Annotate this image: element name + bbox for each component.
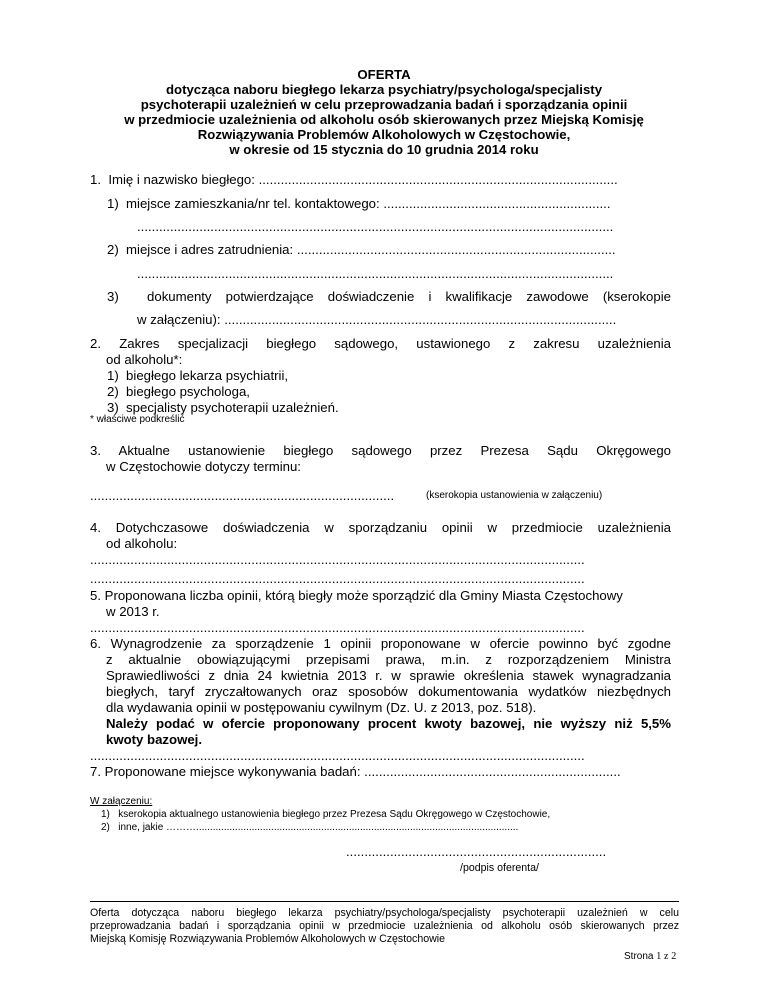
page-total: 2 bbox=[671, 951, 677, 962]
section-4-line-2: od alkoholu: bbox=[106, 536, 178, 551]
section-5-dots: ....................................................................................................................................... bbox=[90, 620, 585, 635]
section-1-heading: 1. Imię i nazwisko biegłego: .................................................................................................. bbox=[90, 172, 618, 187]
section-3-line-1: 3. Aktualne ustanowienie biegłego sądowego przez Prezesa Sądu Okręgowego bbox=[90, 443, 671, 458]
section-1-item-2: 2) miejsce i adres zatrudnienia: ....................................................................................... bbox=[107, 242, 616, 257]
section-1-item-3-cont: w załączeniu): ........................................................................................................... bbox=[137, 312, 617, 327]
section-6-dots: ....................................................................................................................................... bbox=[90, 748, 585, 763]
section-4-dots-1: ....................................................................................................................................... bbox=[90, 552, 585, 567]
section-2-footnote: * właściwe podkreślić bbox=[90, 414, 185, 425]
document-title: OFERTA bbox=[357, 67, 411, 82]
section-2-line-2: od alkoholu*: bbox=[106, 352, 183, 367]
section-6-bold-line-1: Należy podać w ofercie proponowany procent kwoty bazowej, nie wyższy niż 5,5% bbox=[106, 716, 671, 731]
signature-line: ....................................................................... bbox=[346, 844, 607, 859]
header-line-3: w przedmiocie uzależnienia od alkoholu osób skierowanych przez Miejską Komisję bbox=[124, 112, 644, 127]
attachment-item-2: 2) inne, jakie ……….................................................................................................................... bbox=[101, 822, 519, 833]
section-1-item-1: 1) miejsce zamieszkania/nr tel. kontaktowego: .............................................................. bbox=[107, 196, 611, 211]
page-label: Strona bbox=[624, 951, 654, 962]
section-1-item-2-line: .................................................................................................................................. bbox=[137, 266, 614, 281]
section-1-item-3: 3) dokumenty potwierdzające doświadczenie i kwalifikacje zawodowe (kserokopie bbox=[107, 289, 671, 304]
section-5-line-1: 5. Proponowana liczba opinii, którą biegły może sporządzić dla Gminy Miasta Częstochowy bbox=[90, 588, 623, 603]
attachments-heading: W załączeniu: bbox=[90, 796, 153, 807]
section-6-line-5: dla wydawania opinii w postępowaniu cywilnym (Dz. U. z 2013, poz. 518). bbox=[106, 700, 537, 715]
section-4-line-1: 4. Dotychczasowe doświadczenia w sporządzaniu opinii w przedmiocie uzależnienia bbox=[90, 520, 671, 535]
signature-label: /podpis oferenta/ bbox=[460, 862, 539, 874]
section-3-line-2: w Częstochowie dotyczy terminu: bbox=[106, 459, 301, 474]
footer-line-3: Miejską Komisję Rozwiązywania Problemów Alkoholowych w Częstochowie bbox=[90, 933, 446, 945]
section-5-line-2: w 2013 r. bbox=[106, 604, 160, 619]
page-current: 1 bbox=[656, 951, 662, 962]
footer-divider bbox=[90, 901, 679, 902]
section-2-option-1: 1) biegłego lekarza psychiatrii, bbox=[107, 368, 289, 383]
page-of: z bbox=[664, 951, 669, 962]
section-6-line-4: biegłych, taryf zryczałtowanych oraz sposobów dokumentowania wydatków niezbędnych bbox=[106, 684, 671, 699]
section-4-dots-2: ....................................................................................................................................... bbox=[90, 571, 585, 586]
section-2-line-1: 2. Zakres specjalizacji biegłego sądowego, ustawionego z zakresu uzależnienia bbox=[90, 336, 671, 351]
header-line-4: Rozwiązywania Problemów Alkoholowych w Częstochowie, bbox=[197, 127, 571, 142]
attachment-item-1: 1) kserokopia aktualnego ustanowienia biegłego przez Prezesa Sądu Okręgowego w Częstochowie, bbox=[101, 809, 551, 820]
section-6-line-3: Sprawiedliwości z dnia 24 kwietnia 2013 r. w sprawie określenia stawek wynagradzania bbox=[106, 668, 671, 683]
header-line-1: dotycząca naboru biegłego lekarza psychiatry/psychologa/specjalisty bbox=[165, 82, 603, 97]
footer-line-1: Oferta dotycząca naboru biegłego lekarza psychiatry/psychologa/specjalisty psychoterapii uzależnień w celu bbox=[90, 907, 679, 919]
section-6-line-1: 6. Wynagrodzenie za sporządzenie 1 opinii proponowane w ofercie powinno być zgodne bbox=[90, 636, 671, 651]
page-number bbox=[624, 951, 676, 962]
section-3-dots: ................................................................................... bbox=[90, 488, 395, 503]
section-2-option-2: 2) biegłego psychologa, bbox=[107, 384, 250, 399]
section-7-line: 7. Proponowane miejsce wykonywania badań: ...................................................................... bbox=[90, 764, 621, 779]
footer-line-2: przeprowadzania badań i sporządzania opinii w przedmiocie uzależnienia od alkoholu osób skierowanych przez bbox=[90, 920, 679, 932]
section-3-note: (kserokopia ustanowienia w załączeniu) bbox=[426, 490, 603, 501]
header-line-5: w okresie od 15 stycznia do 10 grudnia 2014 roku bbox=[229, 142, 539, 157]
section-6-line-2: z aktualnie obowiązującymi przepisami prawa, m.in. z rozporządzeniem Ministra bbox=[106, 652, 671, 667]
header-line-2: psychoterapii uzależnień w celu przeprowadzania badań i sporządzania opinii bbox=[140, 97, 628, 112]
section-1-item-1-line: .................................................................................................................................. bbox=[137, 219, 614, 234]
section-6-bold-line-2: kwoty bazowej. bbox=[106, 732, 202, 747]
section-2-option-3: 3) specjalisty psychoterapii uzależnień. bbox=[107, 400, 339, 415]
